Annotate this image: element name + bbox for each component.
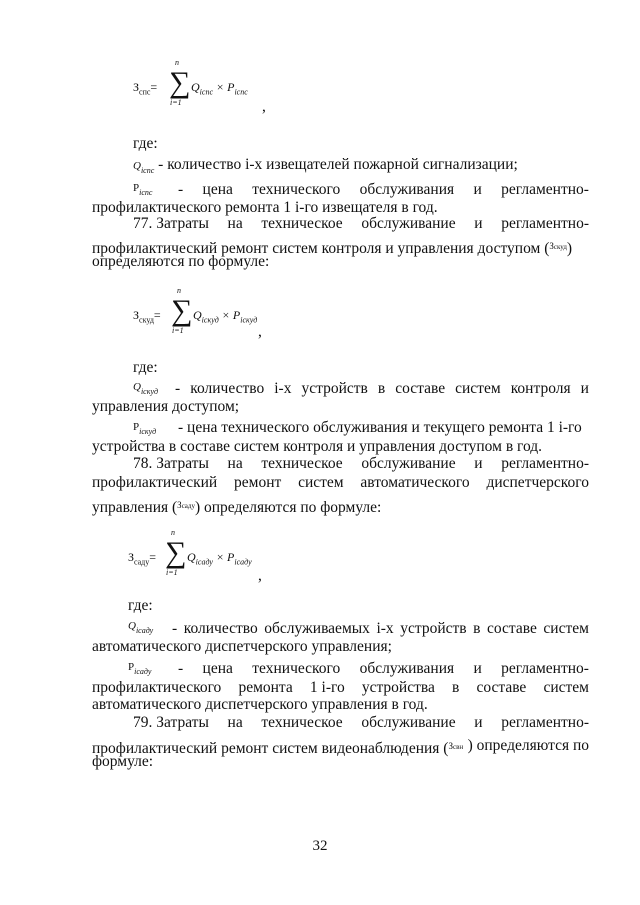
where-label: где: xyxy=(128,597,153,614)
definition-q-spc: $Q_{iспс}$ - количество i-х извещателей пожарной сигнализации; xyxy=(133,156,518,176)
definition-q-sadu-symbol: $Q_{iсaду}$ xyxy=(128,620,154,636)
definition-p-spc-line2: профилактического ремонта 1 i-го извещателя в год. xyxy=(92,199,438,216)
para-77-line1: 77. Затраты на техническое обслуживание и регламентно- xyxy=(133,215,589,232)
definition-p-skud-line2: устройства в составе систем контроля и управления доступом в год. xyxy=(92,438,543,455)
formula-rhs: $Q_{iспс} \times P_{iспс}$ xyxy=(191,80,248,97)
sum-sign: ∑ xyxy=(169,66,191,99)
sum-lower-limit: i=1 xyxy=(166,568,178,577)
definition-p-sadu-line1: - цена технического обслуживания и регламентно- xyxy=(178,660,589,677)
definition-q-sadu-line1: - количество обслуживаемых i-х устройств в составе систем xyxy=(172,620,589,637)
formula-lhs: $З_{скуд}=$ xyxy=(133,308,161,325)
definition-p-sadu-line3: автоматического диспетчерского управления в год. xyxy=(92,696,428,713)
definition-p-sadu-line2: профилактического ремонта 1 i-го устройства в составе систем xyxy=(92,679,589,696)
definition-q-skud-line1: - количество i-х устройств в составе систем контроля и xyxy=(175,380,589,397)
formula-sadu xyxy=(128,528,268,588)
para-78-line3: управления ($^{Зсaду}$) определяются по формуле: xyxy=(92,499,382,516)
formula-spc xyxy=(133,58,273,118)
sum-lower-limit: i=1 xyxy=(170,98,182,107)
where-label: где: xyxy=(133,135,158,152)
formula-comma: , xyxy=(262,98,266,115)
para-78-line1: 78. Затраты на техническое обслуживание и регламентно- xyxy=(133,455,589,472)
para-79-line1: 79. Затраты на техническое обслуживание и регламентно- xyxy=(133,714,589,731)
formula-rhs: $Q_{iскуд} \times P_{iскуд}$ xyxy=(193,308,258,325)
where-label: где: xyxy=(133,359,158,376)
definition-q-skud-line2: управления доступом; xyxy=(92,398,240,415)
sum-sign: ∑ xyxy=(171,294,193,327)
sum-upper-limit: n xyxy=(175,58,179,67)
definition-q-skud-symbol: $Q_{iскуд}$ xyxy=(133,381,159,397)
definition-p-spc-line1: - цена технического обслуживания и регламентно- xyxy=(178,181,589,198)
definition-p-skud-line1: - цена технического обслуживания и текущего ремонта 1 i-го xyxy=(178,419,582,436)
para-79-line2: профилактический ремонт систем видеонаблюдения ($^{Зсвн}$ ) определяются по xyxy=(92,737,589,757)
definition-p-sadu-symbol: $P_{iсaду}$ xyxy=(128,661,152,677)
definition-p-spc-symbol: $P_{iспс}$ xyxy=(133,182,153,198)
sum-upper-limit: n xyxy=(171,528,175,537)
formula-lhs: $З_{сaду}=$ xyxy=(128,550,156,567)
formula-rhs: $Q_{iсaду} \times P_{iсaду}$ xyxy=(187,550,252,567)
para-77-line3: определяются по формуле: xyxy=(92,253,270,270)
para-79-line3: формуле: xyxy=(92,753,154,770)
definition-q-sadu-line2: автоматического диспетчерского управления; xyxy=(92,638,392,655)
para-78-line2: профилактический ремонт систем автоматического диспетчерского xyxy=(92,474,589,491)
formula-comma: , xyxy=(258,323,262,340)
sum-lower-limit: i=1 xyxy=(172,326,184,335)
formula-skud xyxy=(133,286,273,346)
definition-p-skud-symbol: $P_{iскуд}$ xyxy=(133,421,157,437)
sum-sign: ∑ xyxy=(165,536,187,569)
para-77-line2: профилактический ремонт систем контроля и управления доступом ($^{Зскуд}$) xyxy=(92,240,573,257)
page-number: 32 xyxy=(312,838,328,854)
formula-lhs: $З_{спс}=$ xyxy=(133,80,158,97)
formula-comma: , xyxy=(258,567,262,584)
sum-upper-limit: n xyxy=(177,286,181,295)
